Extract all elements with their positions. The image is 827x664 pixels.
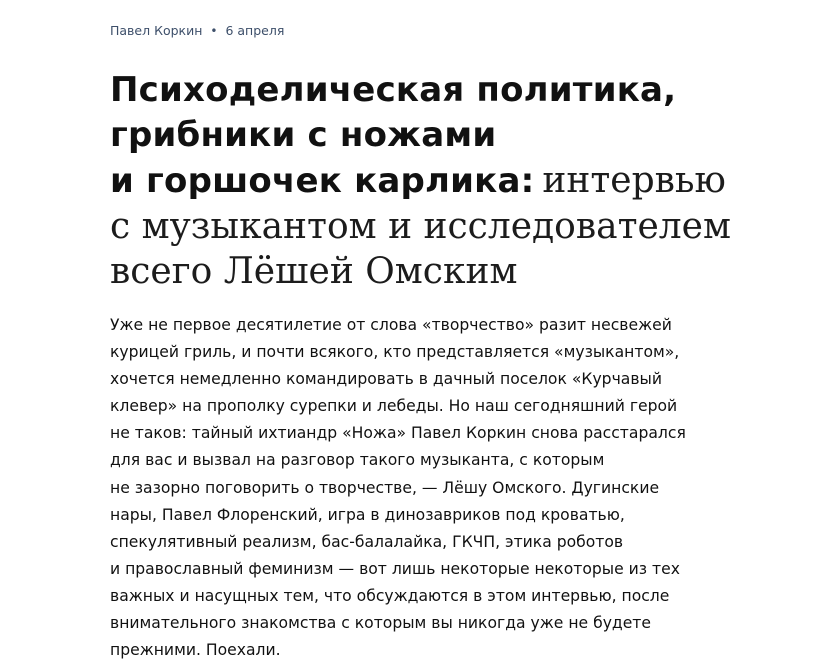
author-link[interactable]: Павел Коркин [110, 23, 203, 38]
publish-date: 6 апреля [225, 23, 285, 38]
headline-bold-part: грибники с ножами [110, 115, 497, 155]
headline-subtitle-line: всего Лёшей Омским [110, 251, 518, 292]
headline-line-3 [110, 158, 790, 204]
lead-line: спекулятивный реализм, бас-балалайка, ГКЧП, этика роботов [110, 532, 624, 551]
article-meta [110, 23, 284, 38]
article-lead [110, 312, 750, 664]
lead-line: внимательного знакомства с которым вы никогда уже не будете [110, 614, 651, 633]
headline-bold-part: и горшочек карлика: [110, 161, 535, 201]
lead-line: хочется немедленно командировать в дачный поселок «Курчавый [110, 370, 662, 389]
lead-line: не таков: тайный ихтиандр «Ножа» Павел Коркин снова расстарался [110, 424, 686, 443]
lead-line: прежними. Поехали. [110, 641, 281, 660]
headline-subtitle-line: с музыкантом и исследователем [110, 206, 731, 247]
headline-line-2 [110, 113, 790, 158]
lead-line: не зазорно поговорить о творчестве, — Лёшу Омского. Дугинские [110, 478, 660, 497]
lead-line: курицей гриль, и почти всякого, кто представляется «музыкантом», [110, 343, 680, 362]
article-headline [110, 68, 790, 294]
headline-line-1 [110, 68, 790, 113]
meta-separator: • [210, 24, 218, 38]
lead-line: и православный феминизм — вот лишь некоторые некоторые из тех [110, 559, 680, 578]
headline-bold-part: Психоделическая политика, [110, 70, 677, 110]
lead-line: нары, Павел Флоренский, игра в динозавриков под кроватью, [110, 505, 625, 524]
headline-subtitle-part: интервью [542, 160, 726, 201]
lead-line: важных и насущных тем, что обсуждаются в этом интервью, после [110, 586, 670, 605]
lead-line: Уже не первое десятилетие от слова «творчество» разит несвежей [110, 316, 672, 334]
lead-line: для вас и вызвал на разговор такого музыканта, с которым [110, 451, 605, 470]
lead-line: клевер» на прополку сурепки и лебеды. Но наш сегодняшний герой [110, 397, 678, 416]
